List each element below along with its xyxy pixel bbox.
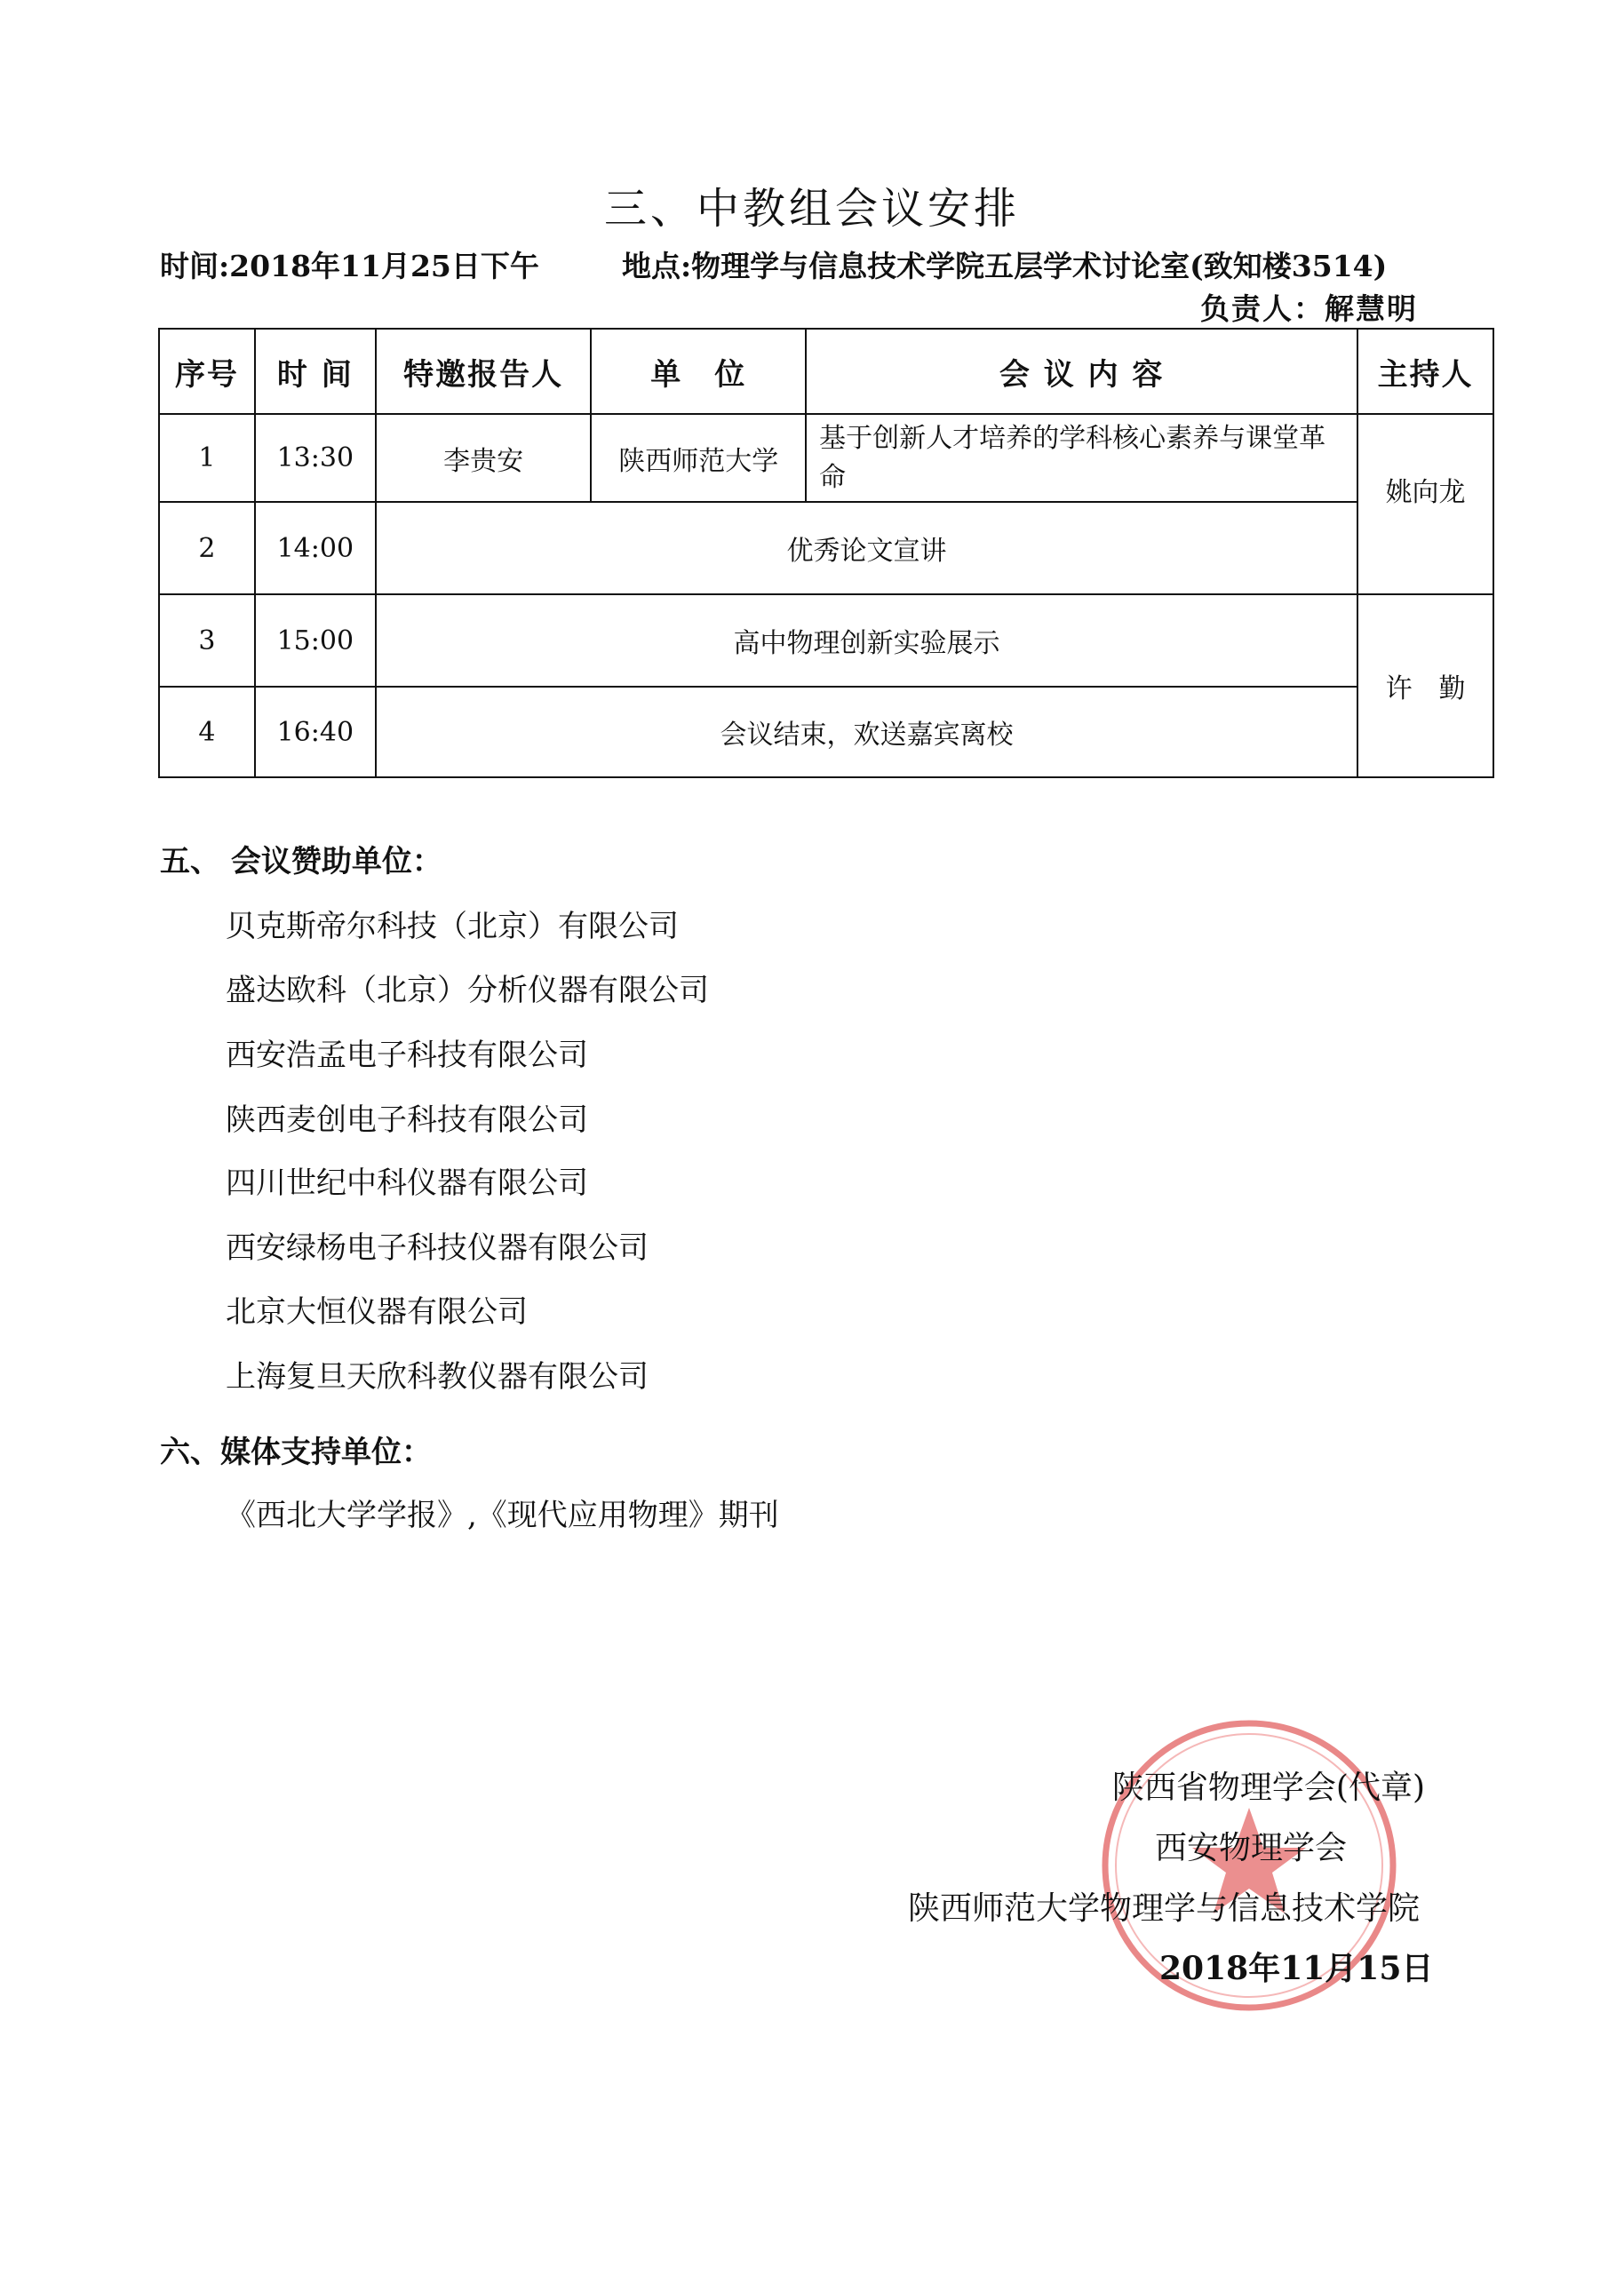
media-text: 《西北大学学报》,《现代应用物理》期刊 — [226, 1498, 779, 1533]
cell-content: 基于创新人才培养的学科核心素养与课堂革命 — [806, 414, 1357, 502]
cell-time: 13:30 — [255, 414, 376, 502]
sponsors-heading: 五、 会议赞助单位： — [160, 844, 442, 879]
cell-time: 16:40 — [255, 687, 376, 777]
table-row — [159, 414, 1493, 502]
header-content: 会 议 内 容 — [806, 329, 1357, 414]
header-unit: 单 位 — [591, 329, 806, 414]
table-header-row — [159, 329, 1493, 414]
responsible-person: 负责人：解慧明 — [1200, 291, 1418, 326]
header-no: 序号 — [159, 329, 255, 414]
sponsor-item: 西安绿杨电子科技仪器有限公司 — [226, 1230, 649, 1266]
cell-time: 15:00 — [255, 594, 376, 687]
cell-speaker: 李贵安 — [376, 414, 592, 502]
sponsor-item: 北京大恒仪器有限公司 — [226, 1294, 528, 1330]
cell-no: 4 — [159, 687, 255, 777]
header-host: 主持人 — [1357, 329, 1493, 414]
cell-no: 3 — [159, 594, 255, 687]
cell-host: 许 勤 — [1357, 594, 1493, 777]
cell-host: 姚向龙 — [1357, 414, 1493, 594]
page-title: 三、中教组会议安排 — [603, 184, 1020, 234]
cell-time: 14:00 — [255, 502, 376, 594]
sponsor-item: 西安浩孟电子科技有限公司 — [226, 1038, 588, 1073]
signature-org2: 西安物理学会 — [1155, 1830, 1348, 1866]
cell-content: 会议结束，欢送嘉宾离校 — [376, 687, 1357, 777]
cell-unit: 陕西师范大学 — [591, 414, 806, 502]
table-row — [159, 687, 1493, 777]
sponsor-item: 四川世纪中科仪器有限公司 — [226, 1165, 588, 1201]
header-time: 时 间 — [255, 329, 376, 414]
meeting-place: 地点:物理学与信息技术学院五层学术讨论室(致知楼3514) — [622, 249, 1388, 283]
cell-no: 2 — [159, 502, 255, 594]
sponsor-item: 陕西麦创电子科技有限公司 — [226, 1102, 588, 1138]
cell-content: 高中物理创新实验展示 — [376, 594, 1357, 687]
cell-content: 优秀论文宣讲 — [376, 502, 1357, 594]
sponsor-item: 上海复旦天欣科教仪器有限公司 — [226, 1359, 649, 1395]
media-heading: 六、媒体支持单位： — [160, 1435, 432, 1470]
header-speaker: 特邀报告人 — [376, 329, 592, 414]
signature-date: 2018年11月15日 — [1159, 1950, 1434, 1987]
cell-no: 1 — [159, 414, 255, 502]
sponsor-item: 盛达欧科（北京）分析仪器有限公司 — [226, 973, 709, 1008]
signature-org3: 陕西师范大学物理学与信息技术学院 — [908, 1890, 1421, 1927]
table-row — [159, 502, 1493, 594]
meeting-time: 时间:2018年11月25日下午 — [160, 249, 539, 283]
table-row — [159, 594, 1493, 687]
sponsor-item: 贝克斯帝尔科技（北京）有限公司 — [226, 909, 679, 944]
schedule-table — [158, 328, 1494, 778]
signature-org1: 陕西省物理学会(代章) — [1111, 1770, 1425, 1806]
